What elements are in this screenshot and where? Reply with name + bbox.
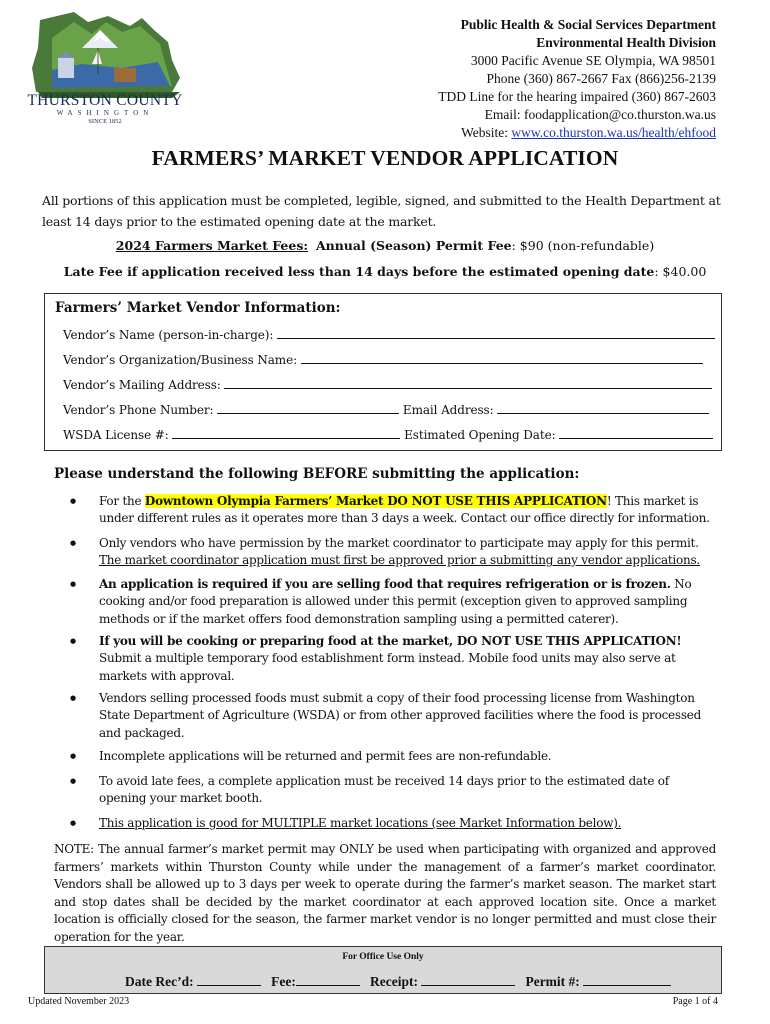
bullet: ● bbox=[70, 694, 77, 702]
bullet-multiple-locations: This application is good for MULTIPLE market locations (see Market Information below). bbox=[99, 816, 622, 830]
late-fee-value: : $40.00 bbox=[654, 264, 707, 279]
page-number: Page 1 of 4 bbox=[672, 996, 718, 1007]
vendor-name-label: Vendor’s Name (person-in-charge): bbox=[63, 328, 274, 342]
vendor-phone-label: Vendor’s Phone Number: bbox=[63, 403, 214, 417]
fees-label: 2024 Farmers Market Fees: bbox=[115, 238, 308, 253]
tdd-line: TDD Line for the hearing impaired (360) 867-2603 bbox=[438, 89, 716, 104]
phone-fax: Phone (360) 867-2667 Fax (866)256-2139 bbox=[486, 71, 716, 86]
vendor-phone-row bbox=[63, 401, 709, 417]
wsda-license-field[interactable] bbox=[172, 426, 400, 439]
permit-fee-value: : $90 (non-refundable) bbox=[511, 238, 655, 253]
page-title: FARMERS’ MARKET VENDOR APPLICATION bbox=[151, 146, 619, 170]
website-link[interactable]: www.co.thurston.wa.us/health/ehfood bbox=[511, 125, 716, 140]
bullet: ● bbox=[70, 497, 77, 505]
vendor-phone-field[interactable] bbox=[217, 401, 399, 414]
address: 3000 Pacific Avenue SE Olympia, WA 98501 bbox=[470, 53, 716, 68]
note-paragraph: NOTE: The annual farmer’s market permit may ONLY be used when participating with organized and approved farmers’ markets within Thurston County while under the management of a farmer’s market coordinator. Vendors shall be allowed up to 3 days per week to operate during the farmer’s market season. The market start and stop dates shall be decided by the market coordinator at each approved location site. Once a market location is officially closed for the season, the farmer market vendor is no longer permitted and must close their operation for the year. bbox=[54, 842, 716, 944]
bullet: ● bbox=[70, 637, 77, 645]
department-name: Public Health & Social Services Department bbox=[460, 17, 716, 32]
receipt-label: Receipt: bbox=[369, 974, 418, 989]
opening-date-label: Estimated Opening Date: bbox=[404, 428, 556, 442]
opening-date-field[interactable] bbox=[559, 426, 713, 439]
downtown-olympia-highlight: Downtown Olympia Farmers’ Market DO NOT USE THIS APPLICATION bbox=[144, 494, 607, 508]
vendor-wsda-row bbox=[63, 426, 713, 442]
vendor-name-field[interactable] bbox=[277, 326, 715, 339]
bullet-market-coordinator bbox=[99, 535, 719, 570]
vendor-email-label: Email Address: bbox=[402, 403, 494, 417]
bullet-underlined-text: The market coordinator application must first be approved prior a submitting any vendor applications. bbox=[99, 553, 700, 568]
bullet-bold-text: An application is required if you are selling food that requires refrigeration or is frozen. bbox=[99, 577, 671, 591]
vendor-email-field[interactable] bbox=[497, 401, 709, 414]
bullet: ● bbox=[70, 580, 77, 588]
vendor-mailing-field[interactable] bbox=[224, 376, 712, 389]
bullet-late-fees: To avoid late fees, a complete application must be received 14 days prior to the estimated date of opening your market booth. bbox=[99, 774, 669, 806]
bullet-text: ! This market is under different rules as it operates more than 3 days a week. Contact our office directly for information. bbox=[99, 494, 710, 526]
permit-number-label: Permit #: bbox=[525, 974, 580, 989]
office-use-title: For Office Use Only bbox=[342, 952, 424, 962]
county-since: SINCE 1852 bbox=[88, 118, 122, 125]
county-state: WASHINGTON bbox=[56, 109, 154, 117]
vendor-mailing-label: Vendor’s Mailing Address: bbox=[63, 378, 221, 392]
bullet-text: No cooking and/or food preparation is allowed under this permit (exception given to approved sampling methods or if the market offers food demonstration sampling using a permitted caterer). bbox=[99, 577, 692, 626]
bullet-downtown-olympia bbox=[99, 493, 719, 528]
bullet-text: Only vendors who have permission by the market coordinator to participate may apply for this permit. bbox=[99, 536, 699, 550]
bullet-incomplete: Incomplete applications will be returned and permit fees are non-refundable. bbox=[99, 749, 552, 763]
bullet: ● bbox=[70, 777, 77, 785]
email-address: Email: foodapplication@co.thurston.wa.us bbox=[484, 107, 716, 122]
updated-date: Updated November 2023 bbox=[28, 996, 130, 1007]
bullet: ● bbox=[70, 539, 77, 547]
date-received-field[interactable] bbox=[197, 972, 261, 986]
late-fee-label: Late Fee if application received less than 14 days before the estimated opening date bbox=[63, 264, 655, 279]
date-received-label: Date Rec’d: bbox=[125, 974, 194, 989]
permit-number-field[interactable] bbox=[583, 972, 671, 986]
vendor-info-title: Farmers’ Market Vendor Information: bbox=[55, 300, 341, 316]
fee-label: Fee: bbox=[271, 974, 296, 989]
vendor-org-row bbox=[63, 351, 703, 367]
vendor-org-label: Vendor’s Organization/Business Name: bbox=[63, 353, 298, 367]
wsda-license-label: WSDA License #: bbox=[63, 428, 169, 442]
understand-heading: Please understand the following BEFORE submitting the application: bbox=[54, 466, 580, 482]
vendor-info-box bbox=[44, 293, 722, 451]
website-label: Website: bbox=[461, 125, 512, 140]
website bbox=[461, 125, 716, 141]
bullet: ● bbox=[70, 752, 77, 760]
intro-paragraph: All portions of this application must be completed, legible, signed, and submitted to the Health Department at least 14 days prior to the estimated opening date at the market. bbox=[42, 193, 721, 229]
bullet-text: Submit a multiple temporary food establishment form instead. Mobile food units may also serve at markets with approval. bbox=[99, 651, 676, 683]
bullet-text: For the bbox=[99, 494, 145, 508]
vendor-name-row bbox=[63, 326, 715, 342]
bullet: ● bbox=[70, 819, 77, 827]
receipt-field[interactable] bbox=[421, 972, 515, 986]
fees-line bbox=[0, 238, 770, 253]
fee-field[interactable] bbox=[296, 972, 360, 986]
vendor-org-field[interactable] bbox=[301, 351, 703, 364]
bullet-cooking bbox=[99, 633, 719, 685]
division-name: Environmental Health Division bbox=[536, 35, 716, 50]
county-name: THURSTON COUNTY bbox=[27, 92, 183, 109]
late-fee-line bbox=[0, 264, 770, 279]
bullet-processed-foods: Vendors selling processed foods must submit a copy of their food processing license from Washington State Department of Agriculture (WSDA) or from other approved facilities where the food is processed and packaged. bbox=[99, 691, 702, 740]
office-use-fields bbox=[125, 972, 671, 990]
office-use-box bbox=[44, 946, 722, 994]
bullet-refrigeration bbox=[99, 576, 719, 628]
permit-fee-label: Annual (Season) Permit Fee bbox=[315, 238, 512, 253]
vendor-mailing-row bbox=[63, 376, 712, 392]
bullet-bold-text: If you will be cooking or preparing food at the market, DO NOT USE THIS APPLICATION! bbox=[99, 634, 682, 648]
